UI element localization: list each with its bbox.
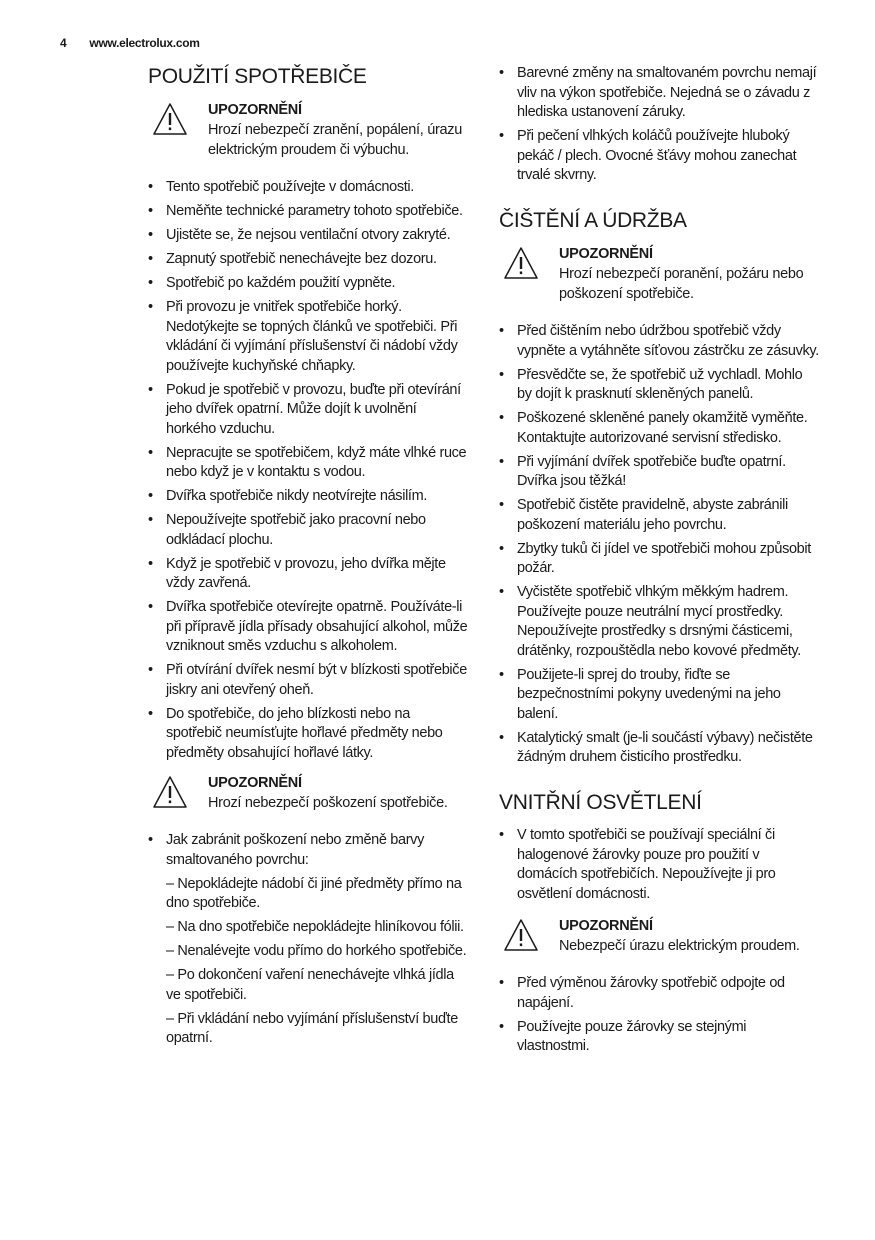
list-item: • Používejte pouze žárovky se stejnými vlastnostmi.	[499, 1018, 819, 1057]
warning-text: Hrozí nebezpečí poranění, požáru nebo poškození spotřebiče.	[559, 266, 804, 302]
list-item: • Přesvědčte se, že spotřebič už vychladl. Mohlo by dojít k prasknutí skleněných panelů.	[499, 366, 819, 405]
list-item: • Použijete-li sprej do trouby, řiďte se bezpečnostními pokyny uvedenými na jeho balení.	[499, 666, 819, 725]
warning-title: UPOZORNĚNÍ	[208, 775, 302, 791]
list-item: • Spotřebič po každém použití vypněte.	[148, 274, 468, 294]
list-item: • Při vyjímání dvířek spotřebiče buďte opatrní. Dvířka jsou těžká!	[499, 453, 819, 492]
warning-box	[148, 100, 468, 160]
page-header	[60, 36, 200, 50]
warning-text: Hrozí nebezpečí zranění, popálení, úrazu elektrickým proudem či výbuchu.	[208, 122, 462, 158]
list-item: • Pokud je spotřebič v provozu, buďte při otevírání jeho dvířek opatrní. Může dojít k uvolnění horkého vzduchu.	[148, 381, 468, 440]
warning-title: UPOZORNĚNÍ	[208, 102, 302, 118]
list-item: • Zbytky tuků či jídel ve spotřebiči mohou způsobit požár.	[499, 540, 819, 579]
list-item: • Před výměnou žárovky spotřebič odpojte od napájení.	[499, 974, 819, 1013]
list-item: • Ujistěte se, že nejsou ventilační otvory zakryté.	[148, 226, 468, 246]
list-item: • Před čištěním nebo údržbou spotřebič vždy vypněte a vytáhněte síťovou zástrčku ze zásuvky.	[499, 322, 819, 361]
list-item: • Poškozené skleněné panely okamžitě vyměňte. Kontaktujte autorizované servisní středisko.	[499, 409, 819, 448]
section-title-cleaning: ČIŠTĚNÍ A ÚDRŽBA	[499, 209, 687, 232]
sub-item: – Při vkládání nebo vyjímání příslušenství buďte opatrní.	[166, 1010, 458, 1046]
list-item: • Zapnutý spotřebič nenechávejte bez dozoru.	[148, 250, 468, 270]
list-item: • Spotřebič čistěte pravidelně, abyste zabránili poškození materiálu jeho povrchu.	[499, 496, 819, 535]
warning-box	[499, 244, 819, 304]
list-item: • Tento spotřebič používejte v domácnosti.	[148, 178, 468, 198]
sub-item: – Nenalévejte vodu přímo do horkého spotřebiče.	[166, 943, 467, 959]
list-item: • Při pečení vlhkých koláčů používejte hluboký pekáč / plech. Ovocné šťávy mohou zanechat trvalé skvrny.	[499, 127, 819, 186]
warning-triangle-icon	[503, 918, 539, 952]
list-item: • Katalytický smalt (je-li součástí výbavy) nečistěte žádným druhem čisticího prostředku.	[499, 729, 819, 768]
section-title-lighting: VNITŘNÍ OSVĚTLENÍ	[499, 791, 702, 814]
warning-box	[499, 916, 819, 956]
sub-item: – Po dokončení vaření nenechávejte vlhká jídla ve spotřebiči.	[166, 967, 454, 1003]
website-link[interactable]: www.electrolux.com	[89, 36, 200, 50]
list-item: • Neměňte technické parametry tohoto spotřebiče.	[148, 202, 468, 222]
cleaning-list	[499, 322, 819, 768]
list-item: • Vyčistěte spotřebič vlhkým měkkým hadrem. Používejte pouze neutrální mycí prostředky. Nepoužívejte prostředky s drsnými částicemi, drátěnky, rozpouštědla nebo kovové předměty.	[499, 583, 819, 661]
list-item: • Dvířka spotřebiče otevírejte opatrně. Používáte-li při přípravě jídla přísady obsahující alkohol, může vzniknout směs vzduchu s alkoholem.	[148, 598, 468, 657]
list-item: • Dvířka spotřebiče nikdy neotvírejte násilím.	[148, 487, 468, 507]
continued-list	[499, 64, 819, 186]
sub-item: – Na dno spotřebiče nepokládejte hliníkovou fólii.	[166, 919, 464, 935]
list-item: • Jak zabránit poškození nebo změně barvy smaltovaného povrchu:	[148, 831, 468, 870]
warning-title: UPOZORNĚNÍ	[559, 918, 653, 934]
warning-triangle-icon	[152, 775, 188, 809]
lighting-list-2	[499, 974, 819, 1057]
sub-item: – Nepokládejte nádobí či jiné předměty přímo na dno spotřebiče.	[166, 875, 462, 911]
left-column	[148, 64, 468, 1053]
warning-triangle-icon	[152, 102, 188, 136]
right-column	[499, 64, 819, 1061]
lighting-list	[499, 826, 819, 904]
section-title-use: POUŽITÍ SPOTŘEBIČE	[148, 65, 367, 88]
list-item: • Nepracujte se spotřebičem, když máte vlhké ruce nebo když je v kontaktu s vodou.	[148, 444, 468, 483]
list-item: • Při provozu je vnitřek spotřebiče horký. Nedotýkejte se topných článků ve spotřebiči. Při vkládání či vyjímání příslušenství či nádobí vždy používejte kuchyňské chňapky.	[148, 298, 468, 376]
warning-triangle-icon	[503, 246, 539, 280]
warning-text: Nebezpečí úrazu elektrickým proudem.	[559, 938, 800, 954]
enamel-list	[148, 831, 468, 870]
safety-list	[148, 178, 468, 763]
list-item: • Nepoužívejte spotřebič jako pracovní nebo odkládací plochu.	[148, 511, 468, 550]
warning-text: Hrozí nebezpečí poškození spotřebiče.	[208, 795, 448, 811]
warning-title: UPOZORNĚNÍ	[559, 246, 653, 262]
list-item: • Do spotřebiče, do jeho blízkosti nebo na spotřebič neumísťujte hořlavé předměty nebo předměty obsahující hořlavé látky.	[148, 705, 468, 764]
list-item: • Když je spotřebič v provozu, jeho dvířka mějte vždy zavřená.	[148, 555, 468, 594]
warning-box	[148, 773, 468, 813]
list-item: • Při otvírání dvířek nesmí být v blízkosti spotřebiče jiskry ani otevřený oheň.	[148, 661, 468, 700]
list-item: • V tomto spotřebiči se používají speciální či halogenové žárovky pouze pro použití v domácích spotřebičích. Nepoužívejte ji pro osvětlení domácnosti.	[499, 826, 819, 904]
list-item: • Barevné změny na smaltovaném povrchu nemají vliv na výkon spotřebiče. Nejedná se o závadu z hlediska ustanovení záruky.	[499, 64, 819, 123]
page-number: 4	[60, 36, 67, 50]
